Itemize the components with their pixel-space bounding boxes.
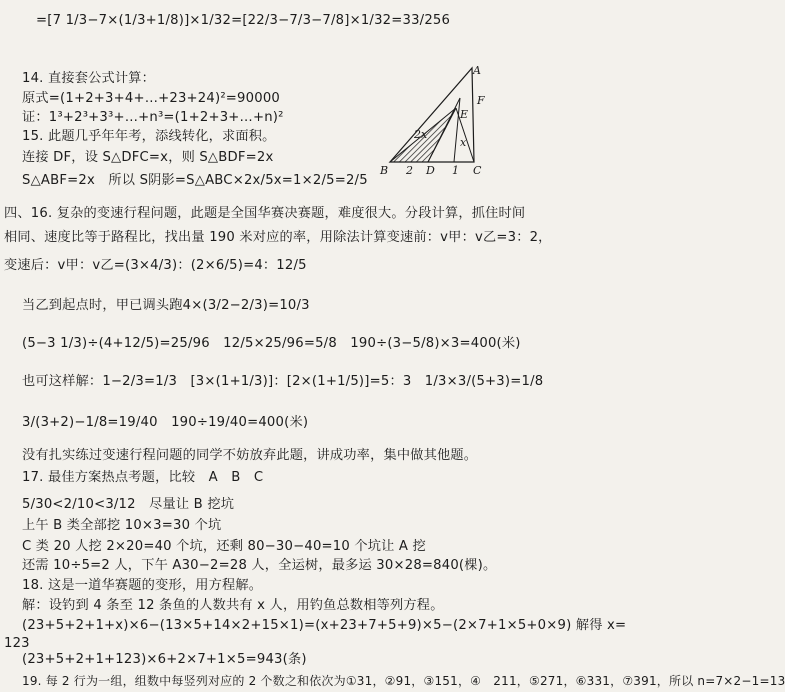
text-line-20: 还需 10÷5=2 人，下午 A30−2=28 人，全运树，最多运 30×28=840(棵)。 — [22, 558, 497, 573]
label-1: 1 — [452, 164, 459, 177]
label-b: B — [380, 164, 389, 177]
text-line-17: 5/30<2/10<3/12 尽量让 B 挖坑 — [22, 497, 235, 512]
text-line-12: (5−3 1/3)÷(4+12/5)=25/96 12/5×25/96=5/8 190÷(3−5/8)×3=400(米) — [22, 336, 521, 351]
text-line-2: 14. 直接套公式计算： — [22, 71, 156, 86]
text-line-23: (23+5+2+1+x)×6−(13×5+14×2+15×1)=(x+23+7+5+9)×5−(2×7+1×5+0×9) 解得 x= — [22, 618, 627, 633]
text-line-13: 也可这样解：1−2/3=1/3 [3×(1+1/3)]：[2×(1+1/5)]=5：3 1/3×3/(5+3)=1/8 — [22, 374, 544, 389]
label-f: F — [477, 94, 485, 107]
text-line-16: 17. 最佳方案热点考题，比较 A B C — [22, 470, 264, 485]
text-line-8: 四、16. 复杂的变速行程问题，此题是全国华赛决赛题，难度很大。分段计算，抓住时间 — [4, 206, 526, 221]
label-x: x — [460, 136, 467, 149]
text-line-26: 19. 每 2 行为一组，组数中每竖列对应的 2 个数之和依次为①31，②91，③151，④ 211，⑤271，⑥331，⑦391，所以 n=7×2−1=13 — [22, 674, 785, 688]
text-line-19: C 类 20 人挖 2×20=40 个坑，还剩 80−30−40=10 个坑让 A 挖 — [22, 539, 426, 554]
text-line-1: =[7 1/3−7×(1/3+1/8)]×1/32=[22/3−7/3−7/8]×1/32=33/256 — [36, 13, 451, 28]
label-e: E — [460, 108, 469, 121]
text-line-25: (23+5+2+1+123)×6+2×7+1×5=943(条) — [22, 652, 307, 667]
text-line-15: 没有扎实练过变速行程问题的同学不妨放弃此题，讲成功率，集中做其他题。 — [22, 448, 478, 463]
text-line-18: 上午 B 类全部挖 10×3=30 个坑 — [22, 518, 222, 533]
text-line-11: 当乙到起点时，甲已调头跑4×(3/2−2/3)=10/3 — [22, 298, 310, 313]
text-line-24: 123 — [4, 636, 30, 651]
text-line-10: 变速后：v甲：v乙=(3×4/3)：(2×6/5)=4：12/5 — [4, 258, 307, 273]
text-line-21: 18. 这是一道华赛题的变形，用方程解。 — [22, 578, 263, 593]
text-line-9: 相同、速度比等于路程比，找出量 190 米对应的率，用除法计算变速前：v甲：v乙=3：2， — [4, 230, 552, 245]
label-a: A — [473, 64, 481, 77]
text-line-7: S△ABF=2x 所以 S阴影=S△ABC×2x/5x=1×2/5=2/5 — [22, 173, 368, 188]
text-line-22: 解：设钓到 4 条至 12 条鱼的人数共有 x 人，用钓鱼总数相等列方程。 — [22, 598, 444, 613]
text-line-4: 证：1³+2³+3³+…+n³=(1+2+3+…+n)² — [22, 110, 284, 125]
text-line-5: 15. 此题几乎年年考，添线转化，求面积。 — [22, 129, 276, 144]
text-line-3: 原式=(1+2+3+4+…+23+24)²=90000 — [22, 91, 281, 106]
triangle-figure — [380, 62, 490, 180]
label-2x: 2x — [414, 128, 428, 141]
text-line-14: 3/(3+2)−1/8=19/40 190÷19/40=400(米) — [22, 415, 309, 430]
text-line-6: 连接 DF，设 S△DFC=x，则 S△BDF=2x — [22, 150, 274, 165]
label-c: C — [473, 164, 482, 177]
label-2: 2 — [406, 164, 413, 177]
label-d: D — [426, 164, 435, 177]
